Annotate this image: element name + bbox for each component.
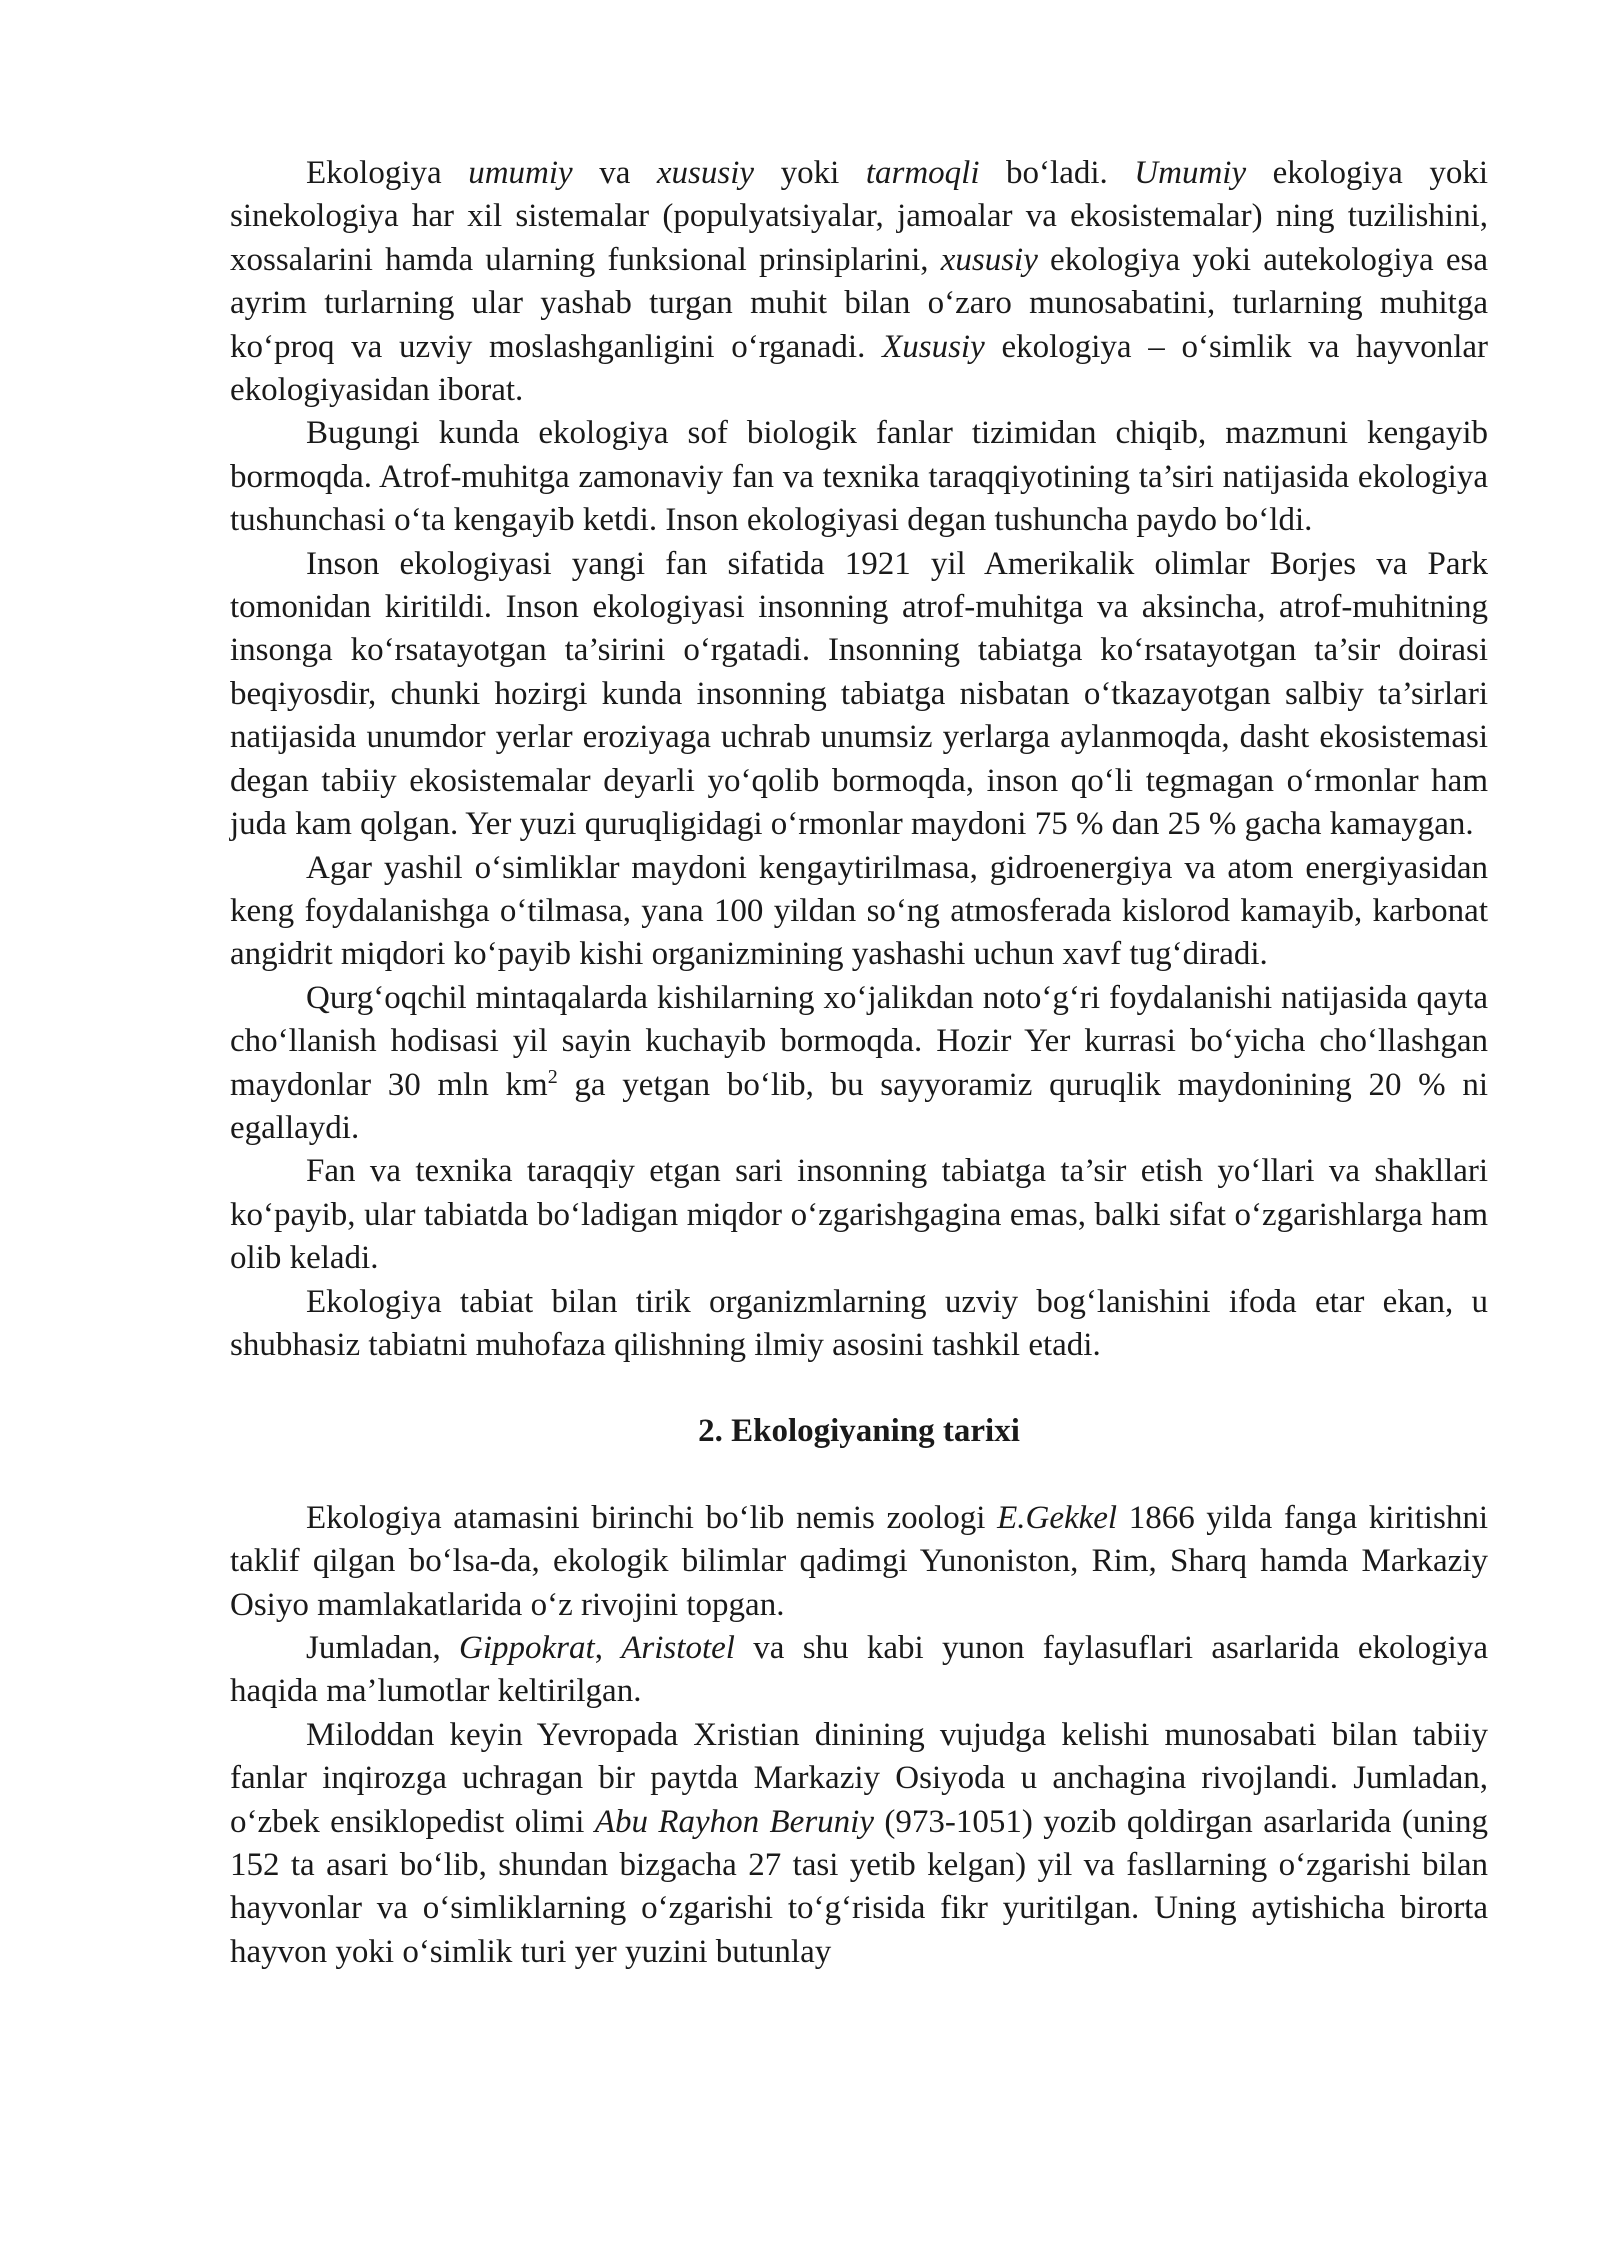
document-page xyxy=(230,152,1488,1974)
paragraph-green-plants: Agar yashil o‘simliklar maydoni kengaytirilmasa, gidroenergiya va atom energiyasidan keng foydalanishga o‘tilmasa, yana 100 yildan so‘ng atmosferada kislorod kamayib, karbonat angidrit miqdori ko‘payib kishi organizmining yashashi uchun xavf tug‘diradi. xyxy=(230,849,1488,973)
paragraph-greek-philosophers: Jumladan, Gippokrat, Aristotel va shu kabi yunon faylasuflari asarlarida ekologiya haqida ma’lumotlar keltirilgan. xyxy=(230,1630,1489,1710)
paragraph-ecology-types: Ekologiya umumiy va xususiy yoki tarmoqli bo‘ladi. Umumiy ekologiya yoki sinekologiya har xil sistemalar (populyatsiyalar, jamoalar va ekosistemalar) ning tuzilishini, xossalarini hamda ularning funksional prinsiplarini, xususiy ekologiya yoki autekologiya esa ayrim turlarning ular yashab turgan muhit bilan o‘zaro munosabatini, turlarning muhitga ko‘proq va uzviy moslashganligini o‘rganadi. Xususiy ekologiya – o‘simlik va hayvonlar ekologiyasidan iborat. xyxy=(230,155,1488,409)
paragraph-technology-impact: Fan va texnika taraqqiy etgan sari insonning tabiatga ta’sir etish yo‘llari va shakllari ko‘payib, ular tabiatda bo‘ladigan miqdor o‘zgarishgagina emas, balki sifat o‘zgarishlarga ham olib keladi. xyxy=(230,1153,1488,1277)
paragraph-modern-ecology: Bugungi kunda ekologiya sof biologik fanlar tizimidan chiqib, mazmuni kengayib bormoqda. Atrof-muhitga zamonaviy fan va texnika taraqqiyotining ta’siri natijasida ekologiya tushunchasi o‘ta kengayib ketdi. Inson ekologiyasi degan tushuncha paydo bo‘ldi. xyxy=(230,415,1488,539)
section-heading-history: 2. Ekologiyaning tarixi xyxy=(698,1413,1020,1450)
paragraph-gekkel: Ekologiya atamasini birinchi bo‘lib nemis zoologi E.Gekkel 1866 yilda fanga kiritishni taklif qilgan bo‘lsa-da, ekologik bilimlar qadimgi Yunoniston, Rim, Sharq hamda Markaziy Osiyo mamlakatlarida o‘z rivojini topgan. xyxy=(230,1499,1488,1623)
paragraph-human-ecology: Inson ekologiyasi yangi fan sifatida 1921 yil Amerikalik olimlar Borjes va Park tomonidan kiritildi. Inson ekologiyasi insonning atrof-muhitga va aksincha, atrof-muhitning insonga ko‘rsatayotgan ta’sirini o‘rgatadi. Insonning tabiatga ko‘rsatayotgan ta’sir doirasi beqiyosdir, chunki hozirgi kunda insonning tabiatga nisbatan o‘tkazayotgan salbiy ta’sirlari natijasida unumdor yerlar eroziyaga uchrab unumsiz yerlarga aylanmoqda, dasht ekosistemasi degan tabiiy ekosistemalar deyarli yo‘qolib bormoqda, inson qo‘li tegmagan o‘rmonlar ham juda kam qolgan. Yer yuzi quruqligidagi o‘rmonlar maydoni 75 % dan 25 % gacha kamaygan. xyxy=(230,545,1488,843)
paragraph-beruniy: Miloddan keyin Yevropada Xristian dinining vujudga kelishi munosabati bilan tabiiy fanlar inqirozga uchragan bir paytda Markaziy Osiyoda u anchagina rivojlandi. Jumladan, o‘zbek ensiklopedist olimi Abu Rayhon Beruniy (973-1051) yozib qoldirgan asarlarida (uning 152 ta asari bo‘lib, shundan bizgacha 27 tasi yetib kelgan) yil va fasllarning o‘zgarishi bilan hayvonlar va o‘simliklarning o‘zgarishi to‘g‘risida fikr yuritilgan. Uning aytishicha birorta hayvon yoki o‘simlik turi yer yuzini butunlay xyxy=(230,1716,1488,1970)
paragraph-nature-protection: Ekologiya tabiat bilan tirik organizmlarning uzviy bog‘lanishini ifoda etar ekan, u shubhasiz tabiatni muhofaza qilishning ilmiy asosini tashkil etadi. xyxy=(230,1283,1488,1363)
paragraph-desertification: Qurg‘oqchil mintaqalarda kishilarning xo‘jalikdan noto‘g‘ri foydalanishi natijasida qayta cho‘llanish hodisasi yil sayin kuchayib bormoqda. Hozir Yer kurrasi bo‘yicha cho‘llashgan maydonlar 30 mln $km^2$ ga yetgan bo‘lib, bu sayyoramiz quruqlik maydonining 20 % ni egallaydi. xyxy=(230,979,1488,1146)
